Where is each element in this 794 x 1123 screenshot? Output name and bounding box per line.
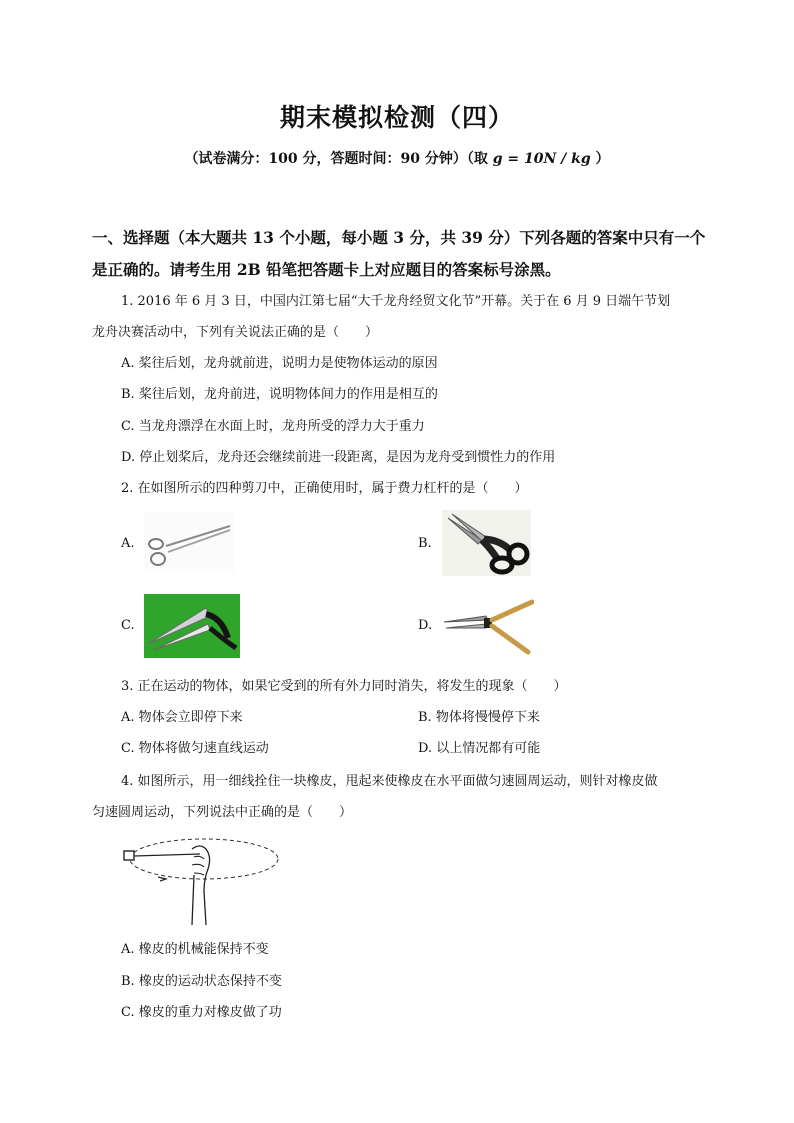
- section-heading-line1: 一、选择题（本大题共 13 个小题，每小题 3 分，共 39 分）下列各题的答案中只有一个: [92, 228, 706, 247]
- rotating-eraser-figure: [118, 835, 282, 927]
- question-1-line1: 1. 2016 年 6 月 3 日，中国内江第七届“大千龙舟经贸文化节”开幕。关于在 6 月 9 日端午节划: [121, 294, 671, 309]
- question-2-option-d-label: D.: [418, 618, 433, 633]
- question-3-option-b: B. 物体将慢慢停下来: [418, 710, 540, 725]
- section-heading-line2: 是正确的。请考生用 2B 铅笔把答题卡上对应题目的答案标号涂黑。: [92, 260, 561, 279]
- question-4-line2: 匀速圆周运动，下列说法中正确的是（ ）: [92, 805, 353, 820]
- scissors-d-image: [442, 598, 534, 656]
- exam-info-suffix: ）: [590, 151, 610, 167]
- gravity-formula: g = 10N / kg: [492, 151, 591, 167]
- question-4-option-a: A. 橡皮的机械能保持不变: [121, 942, 269, 957]
- exam-info: [0, 148, 794, 168]
- scissors-a-image: [144, 512, 234, 572]
- question-2-option-b-label: B.: [418, 536, 432, 551]
- question-3-option-d: D. 以上情况都有可能: [418, 741, 541, 756]
- question-4-option-c: C. 橡皮的重力对橡皮做了功: [121, 1005, 282, 1020]
- question-4-line1: 4. 如图所示，用一细线拴住一块橡皮，甩起来使橡皮在水平面做匀速圆周运动，则针对橡皮做: [121, 774, 658, 789]
- scissors-c-image: [144, 594, 240, 658]
- question-2-text: 2. 在如图所示的四种剪刀中，正确使用时，属于费力杠杆的是（ ）: [121, 481, 528, 496]
- question-3-text: 3. 正在运动的物体，如果它受到的所有外力同时消失，将发生的现象（ ）: [121, 679, 567, 694]
- question-4-option-b: B. 橡皮的运动状态保持不变: [121, 974, 282, 989]
- page-title: 期末模拟检测（四）: [279, 103, 514, 132]
- scissors-b-image: [442, 510, 531, 576]
- question-3-option-a: A. 物体会立即停下来: [121, 710, 243, 725]
- question-2-option-a-label: A.: [121, 536, 135, 551]
- question-1-option-a: A. 桨往后划，龙舟就前进，说明力是使物体运动的原因: [121, 356, 438, 371]
- exam-info-prefix: （试卷满分：100 分，答题时间：90 分钟）（取: [184, 151, 493, 167]
- question-1-option-d: D. 停止划桨后，龙舟还会继续前进一段距离，是因为龙舟受到惯性力的作用: [121, 450, 556, 465]
- question-1-option-b: B. 桨往后划，龙舟前进，说明物体间力的作用是相互的: [121, 387, 438, 402]
- question-2-option-c-label: C.: [121, 618, 135, 633]
- question-1-option-c: C. 当龙舟漂浮在水面上时，龙舟所受的浮力大于重力: [121, 419, 425, 434]
- question-1-line2: 龙舟决赛活动中，下列有关说法正确的是（ ）: [92, 325, 379, 340]
- question-3-option-c: C. 物体将做匀速直线运动: [121, 741, 269, 756]
